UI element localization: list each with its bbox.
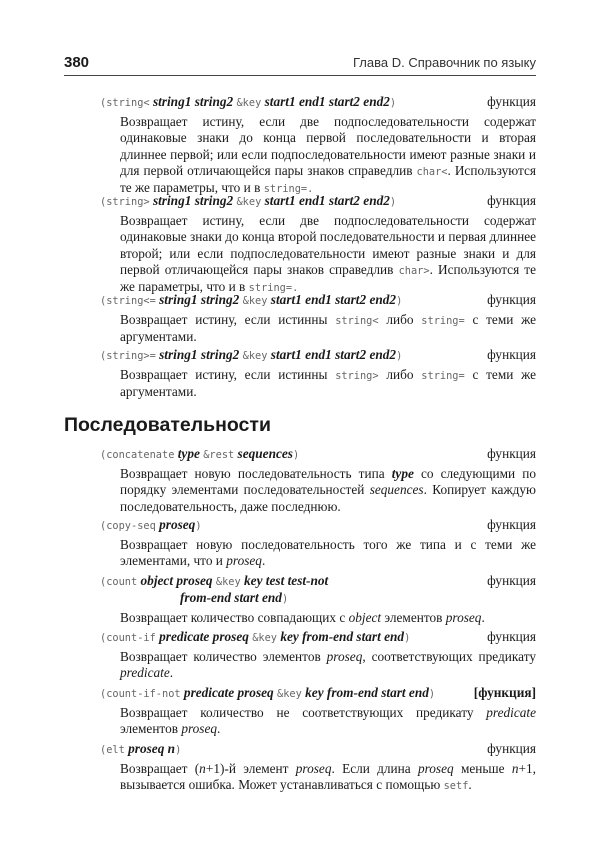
signature: (count-if predicate proseq &key key from-end start end) функция [100, 629, 536, 644]
entry-kind: функция [487, 193, 536, 208]
entry-kind: функция [487, 94, 536, 109]
signature: (string<= string1 string2 &key start1 end1 start2 end2) функция [100, 292, 536, 307]
entry-kind: функция [487, 573, 536, 588]
entry-kind: [функция] [473, 685, 536, 700]
section-title: Последовательности [64, 414, 271, 436]
entry-string-ge [100, 347, 536, 401]
entry-concatenate [100, 446, 536, 515]
signature: (count-if-not predicate proseq &key key from-end start end) [функция] [100, 685, 536, 700]
entry-kind: функция [487, 629, 536, 644]
description: Возвращает количество не соответствующих предикату predicate элементов proseq. [120, 705, 536, 737]
description: Возвращает количество совпадающих с object элементов proseq. [120, 610, 485, 625]
signature: (string> string1 string2 &key start1 end1 start2 end2) функция [100, 193, 536, 208]
entry-kind: функция [487, 446, 536, 461]
signature: (concatenate type &rest sequences) функция [100, 446, 536, 461]
header-rule [64, 75, 536, 76]
description: Возвращает новую последовательность того же типа и с теми же элементами, что и proseq. [120, 537, 536, 569]
entry-kind: функция [487, 741, 536, 756]
entry-copy-seq [100, 517, 536, 570]
page-number: 380 [64, 54, 90, 71]
signature: (string< string1 string2 &key start1 end1 start2 end2) функция [100, 94, 536, 109]
entry-string-le [100, 292, 536, 346]
description: Возвращает истину, если две подпоследовательности содержат одинаковые знаки до конца первой последовательности и вторая длиннее первой; или если подпоследовательности имеют разные знаки и для первой отличающейся пары знаков справедлив char<. Используются те же параметры, что и в string=. [120, 114, 536, 196]
signature: (copy-seq proseq) функция [100, 517, 536, 532]
description: Возвращает истину, если две подпоследовательности содержат одинаковые знаки до конца второй последовательности и первая длиннее второй; или если подпоследовательности имеют разные знаки и для первой отличающейся пары знаков справедлив char>. Используются те же параметры, что и в string=. [120, 213, 537, 295]
entry-count [100, 573, 536, 626]
description: Возвращает истину, если истинны string> либо string= с теми же аргументами. [120, 367, 537, 400]
signature: (count object proseq &key key test test-not from-end start end) функция [100, 573, 536, 605]
description: Возвращает истину, если истинны string< либо string= с теми же аргументами. [120, 312, 537, 345]
signature: (string>= string1 string2 &key start1 end1 start2 end2) функция [100, 347, 536, 362]
entry-count-if-not [100, 685, 536, 738]
description: Возвращает (n+1)-й элемент proseq. Если длина proseq меньше n+1, вызывается ошибка. Может устанавливаться с помощью setf. [120, 761, 536, 793]
entry-string-gt [100, 193, 536, 296]
entry-count-if [100, 629, 536, 682]
description: Возвращает новую последовательность типа type со следующими по порядку элементами последовательностей sequences. Копирует каждую последовательность, даже последнюю. [120, 466, 537, 514]
signature: (elt proseq n) функция [100, 741, 536, 756]
chapter-title: Глава D. Справочник по языку [352, 55, 536, 70]
entry-kind: функция [487, 347, 536, 362]
page-header [64, 54, 536, 74]
entry-kind: функция [487, 292, 536, 307]
entry-elt [100, 741, 536, 795]
entry-kind: функция [487, 517, 536, 532]
entry-string-lt [100, 94, 536, 197]
description: Возвращает количество элементов proseq, соответствующих предикату predicate. [120, 649, 536, 681]
